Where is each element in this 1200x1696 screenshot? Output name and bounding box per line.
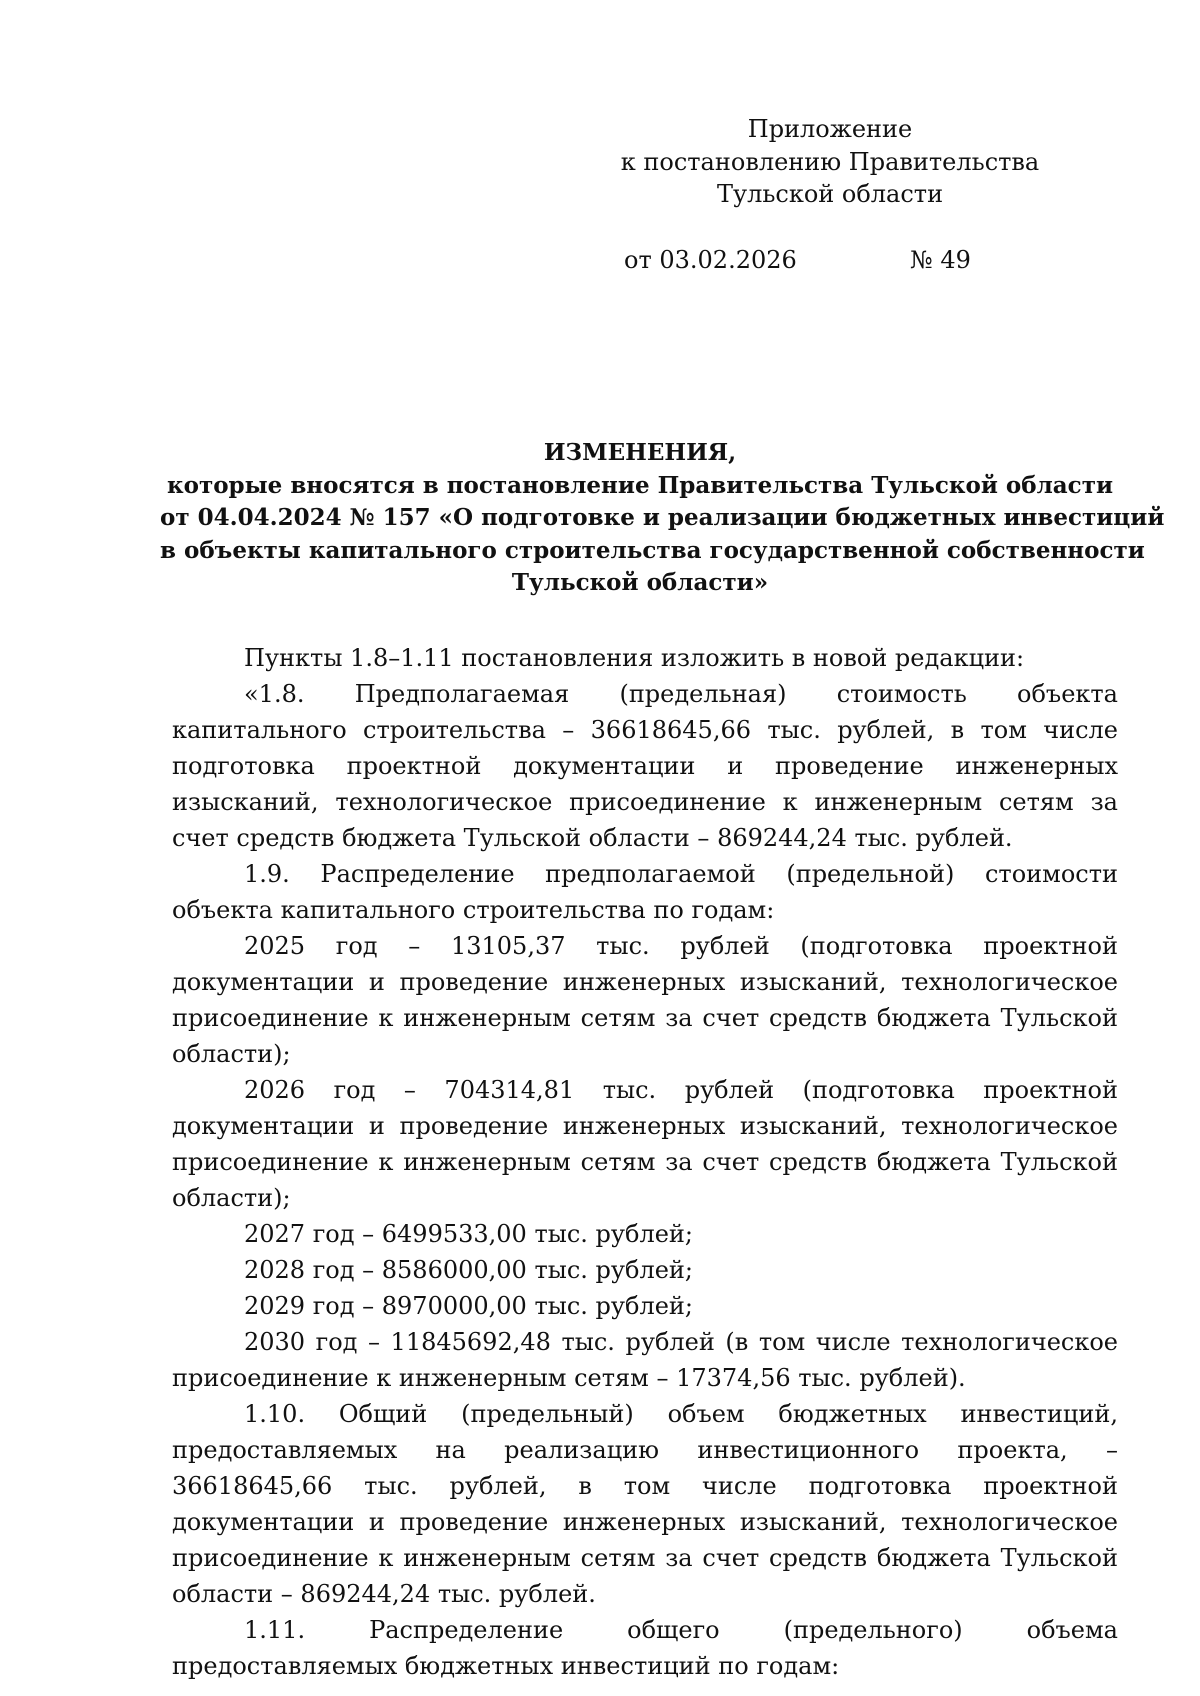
paragraph-year-2030: 2030 год – 11845692,48 тыс. рублей (в том числе технологическое присоединение к инженерным сетям – 17374,56 тыс. рублей). (172, 1328, 1118, 1392)
issue-number: № 49 (910, 246, 971, 274)
title-line: Тульской области» (511, 569, 769, 596)
paragraph-1-11: 1.11. Распределение общего (предельного) объема предоставляемых бюджетных инвестиций по годам: (172, 1616, 1118, 1680)
appendix-line: Приложение (747, 115, 913, 143)
paragraph-1-9: 1.9. Распределение предполагаемой (предельной) стоимости объекта капитального строительства по годам: (172, 860, 1118, 924)
paragraph-1-8: «1.8. Предполагаемая (предельная) стоимость объекта капитального строительства – 36618645,66 тыс. рублей, в том числе подготовка проектной документации и проведение инженерных изысканий, технологическое присоединение к инженерным сетям за счет средств бюджета Тульской области – 869244,24 тыс. рублей. (172, 680, 1118, 852)
paragraph-1-10: 1.10. Общий (предельный) объем бюджетных инвестиций, предоставляемых на реализацию инвестиционного проекта, – 36618645,66 тыс. рублей, в том числе подготовка проектной документации и проведение инженерных изысканий, технологическое присоединение к инженерным сетям за счет средств бюджета Тульской области – 869244,24 тыс. рублей. (172, 1400, 1118, 1608)
paragraph-year-2026: 2026 год – 704314,81 тыс. рублей (подготовка проектной документации и проведение инженерных изысканий, технологическое присоединение к инженерным сетям за счет средств бюджета Тульской области); (172, 1076, 1118, 1212)
document-title (160, 437, 1165, 600)
title-line: которые вносятся в постановление Правительства Тульской области (167, 471, 1113, 499)
issue-date: от 03.02.2026 (624, 246, 797, 274)
paragraph-year-2029: 2029 год – 8970000,00 тыс. рублей; (244, 1292, 693, 1320)
appendix-header (600, 113, 1060, 211)
paragraph-intro: Пункты 1.8–1.11 постановления изложить в новой редакции: (244, 644, 1025, 672)
appendix-line: Тульской области (716, 180, 944, 208)
paragraph-year-2027: 2027 год – 6499533,00 тыс. рублей; (244, 1220, 693, 1248)
document-body (172, 640, 1118, 1684)
appendix-line: к постановлению Правительства (620, 147, 1040, 176)
paragraph-year-2028: 2028 год – 8586000,00 тыс. рублей; (244, 1256, 693, 1284)
paragraph-year-2025: 2025 год – 13105,37 тыс. рублей (подготовка проектной документации и проведение инженерных изысканий, технологическое присоединение к инженерным сетям за счет средств бюджета Тульской области); (172, 932, 1118, 1068)
title-line: от 04.04.2024 № 157 «О подготовке и реализации бюджетных инвестиций (160, 504, 1165, 531)
title-line: в объекты капитального строительства государственной собственности (160, 536, 1145, 564)
title-line: ИЗМЕНЕНИЯ, (543, 439, 737, 466)
